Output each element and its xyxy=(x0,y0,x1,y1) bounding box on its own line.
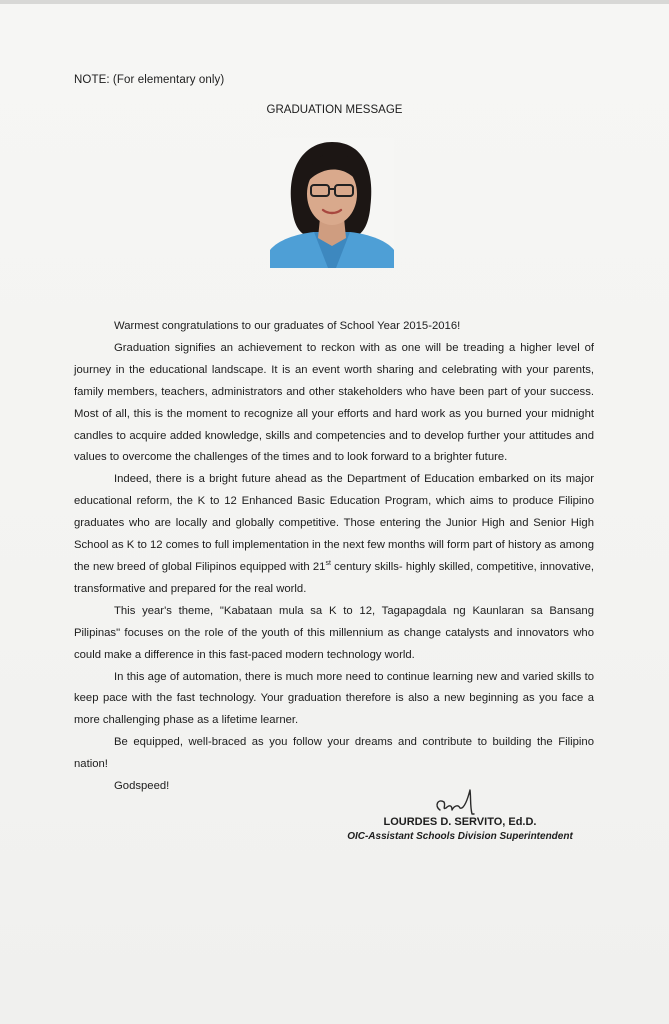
signature-block xyxy=(330,784,590,842)
portrait-photo xyxy=(270,138,394,268)
signatory-name: LOURDES D. SERVITO, Ed.D. xyxy=(383,816,537,828)
paragraph xyxy=(74,469,594,600)
message-body xyxy=(74,316,594,798)
scan-edge xyxy=(0,0,669,4)
note-text: NOTE: (For elementary only) xyxy=(74,74,225,86)
paragraph: In this age of automation, there is much more need to continue learning new and varied skills to keep pace with the fast technology. Your graduation therefore is also a new beginning as you face a more challenging phase as a lifetime learner. xyxy=(74,670,594,727)
document-heading: GRADUATION MESSAGE xyxy=(266,104,403,116)
handwritten-signature xyxy=(430,784,490,818)
signatory-title: OIC-Assistant Schools Division Superintendent xyxy=(347,831,573,842)
paragraph: Graduation signifies an achievement to reckon with as one will be treading a higher level of journey in the educational landscape. It is an event worth sharing and celebrating with your parents, family members, teachers, administrators and other stakeholders who have been part of your success. Most of all, this is the moment to recognize all your efforts and hard work as you burned your midnight candles to acquire added knowledge, skills and competencies and to develop further your attitudes and values to overcome the challenges of the times and to look forward to a brighter future. xyxy=(74,341,594,464)
paragraph: Warmest congratulations to our graduates of School Year 2015-2016! xyxy=(114,320,461,332)
paragraph: Godspeed! xyxy=(114,780,170,793)
paragraph: This year's theme, "Kabataan mula sa K to 12, Tagapagdala ng Kaunlaran sa Bansang Pilipinas" focuses on the role of the youth of this millennium as change catalysts and innovators who could make a difference in this fast-paced modern technology world. xyxy=(74,604,594,661)
paragraph-text: Indeed, there is a bright future ahead as the Department of Education embarked on its major educational reform, the K to 12 Enhanced Basic Education Program, which aims to produce Filipino graduates who are locally and globally competitive. Those entering the Junior High and Senior High School as K to 12 comes to full implementation in the next few months will form part of history as among the new breed of global Filipinos equipped with 21 xyxy=(74,473,594,573)
paragraph-text: century skills- highly skilled, competitive, innovative, transformative and prepared for the real world. xyxy=(74,560,594,595)
superscript: st xyxy=(325,560,331,568)
paragraph: Be equipped, well-braced as you follow your dreams and contribute to building the Filipino nation! xyxy=(74,736,594,771)
